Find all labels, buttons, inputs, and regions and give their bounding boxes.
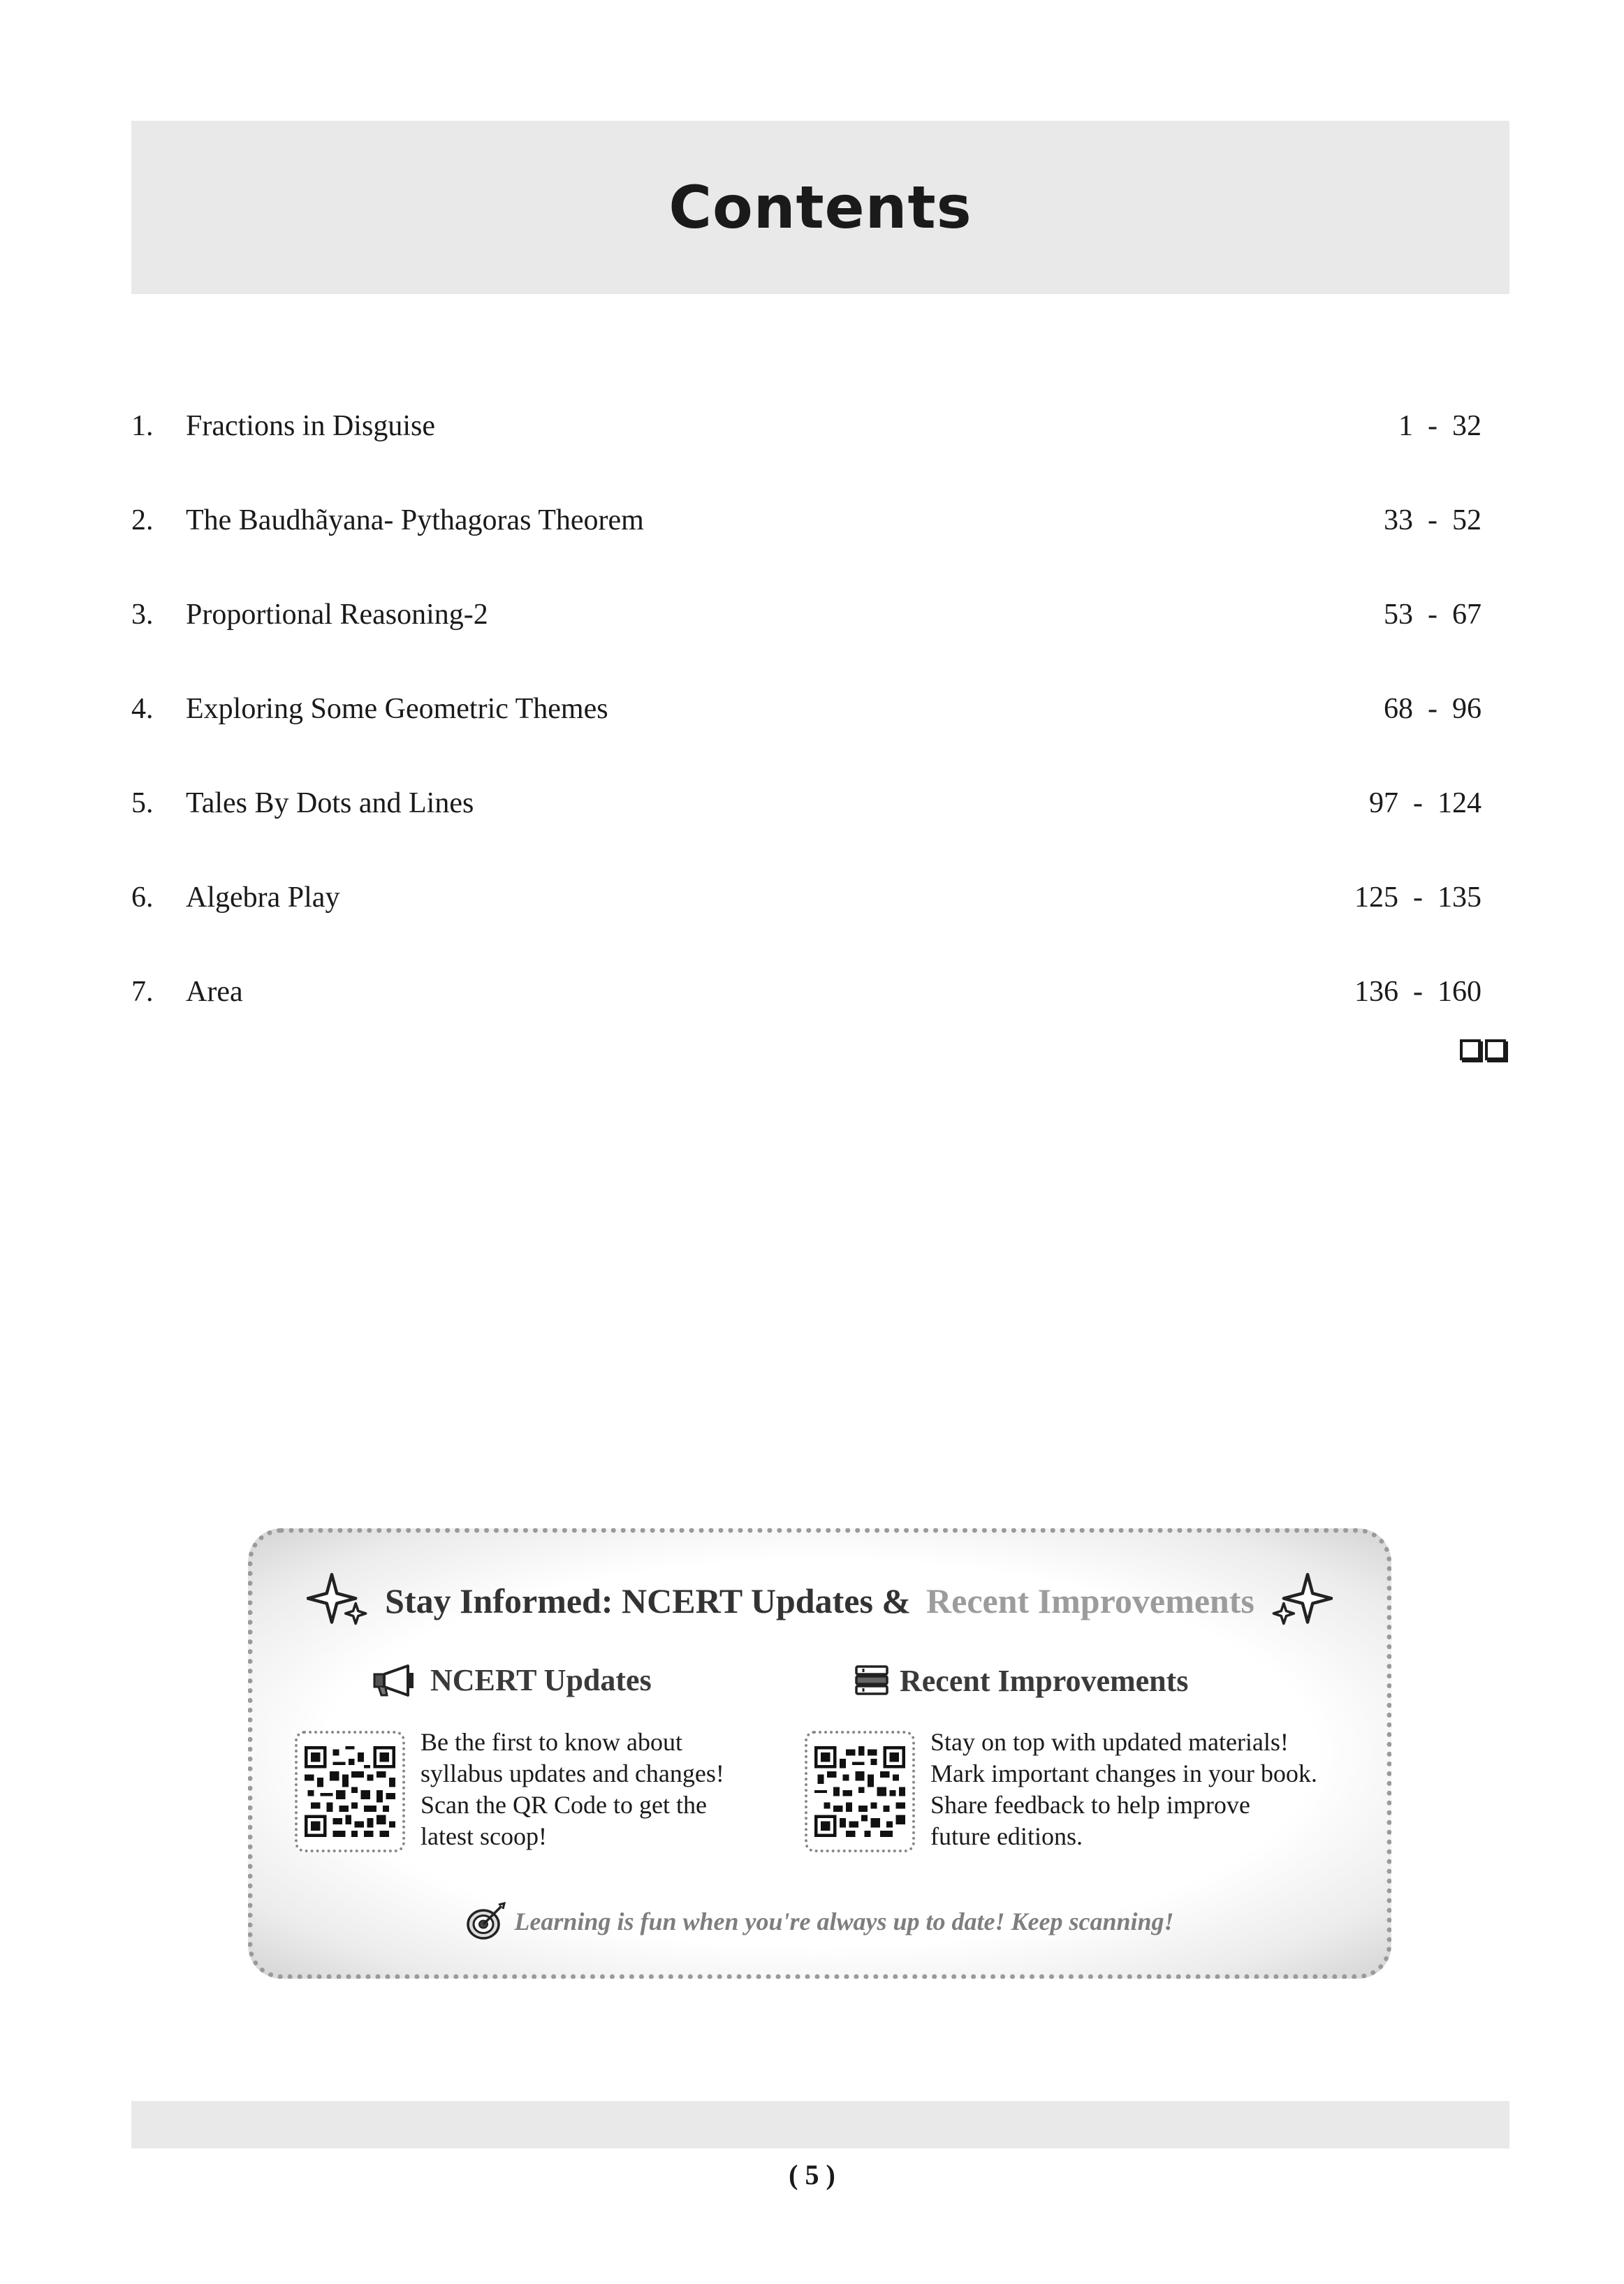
toc-number: 2. bbox=[131, 504, 154, 536]
ncert-updates-text bbox=[420, 1727, 812, 1852]
footer-note-text: Learning is fun when you're always up to date! Keep scanning! bbox=[514, 1908, 1174, 1935]
megaphone-icon bbox=[372, 1663, 420, 1698]
page-number: ( 5 ) bbox=[789, 2159, 835, 2190]
toc-row[interactable] bbox=[131, 957, 1509, 1051]
toc-pages: 97 - 124 bbox=[1369, 787, 1482, 819]
recent-improvements-label: Recent Improvements bbox=[900, 1663, 1189, 1698]
sparkle-icon bbox=[307, 1569, 370, 1632]
toc-number: 6. bbox=[131, 881, 154, 914]
text-line: Share feedback to help improve bbox=[930, 1791, 1250, 1819]
toc-row[interactable] bbox=[131, 768, 1509, 863]
toc-title: Area bbox=[186, 976, 243, 1008]
toc-title: Proportional Reasoning-2 bbox=[186, 599, 488, 631]
square-icon bbox=[1485, 1039, 1506, 1060]
qr-code[interactable] bbox=[805, 1731, 915, 1852]
ncert-updates-section bbox=[295, 1662, 826, 1872]
toc-row[interactable] bbox=[131, 391, 1509, 485]
toc-title: The Baudhãyana- Pythagoras Theorem bbox=[186, 504, 644, 536]
toc-title: Tales By Dots and Lines bbox=[186, 787, 474, 819]
ncert-updates-label: NCERT Updates bbox=[430, 1663, 652, 1697]
recent-improvements-section bbox=[805, 1662, 1336, 1872]
header-band bbox=[131, 121, 1509, 294]
toc-pages: 33 - 52 bbox=[1384, 504, 1482, 536]
toc-number: 3. bbox=[131, 599, 154, 631]
toc-row[interactable] bbox=[131, 485, 1509, 580]
text-line: Scan the QR Code to get the bbox=[420, 1791, 707, 1819]
toc-title: Algebra Play bbox=[186, 881, 340, 914]
text-line: syllabus updates and changes! bbox=[420, 1759, 724, 1787]
toc-pages: 53 - 67 bbox=[1384, 599, 1482, 631]
headline-light-text: Recent Improvements bbox=[926, 1581, 1254, 1620]
toc-row[interactable] bbox=[131, 863, 1509, 957]
toc-number: 4. bbox=[131, 693, 154, 725]
info-headline bbox=[253, 1569, 1387, 1632]
toc-row[interactable] bbox=[131, 674, 1509, 768]
toc-pages: 68 - 96 bbox=[1384, 693, 1482, 725]
target-icon bbox=[465, 1902, 507, 1941]
qr-code[interactable] bbox=[295, 1731, 405, 1852]
books-icon bbox=[854, 1662, 890, 1699]
table-of-contents bbox=[131, 391, 1509, 1051]
end-mark-icon bbox=[1460, 1039, 1510, 1060]
toc-title: Fractions in Disguise bbox=[186, 410, 435, 442]
recent-improvements-heading bbox=[854, 1662, 1188, 1699]
sparkle-icon bbox=[1270, 1569, 1333, 1632]
footer-band bbox=[131, 2101, 1509, 2148]
toc-pages: 125 - 135 bbox=[1354, 881, 1482, 914]
updates-info-box bbox=[248, 1528, 1391, 1979]
text-line: future editions. bbox=[930, 1822, 1083, 1850]
info-footer-note bbox=[253, 1902, 1387, 1941]
text-line: Stay on top with updated materials! bbox=[930, 1728, 1289, 1756]
text-line: Mark important changes in your book. bbox=[930, 1759, 1317, 1787]
text-line: Be the first to know about bbox=[420, 1728, 682, 1756]
text-line: latest scoop! bbox=[420, 1822, 547, 1850]
toc-number: 5. bbox=[131, 787, 154, 819]
headline-dark-text: Stay Informed: NCERT Updates & bbox=[385, 1581, 912, 1620]
ncert-updates-heading bbox=[372, 1662, 652, 1698]
toc-number: 1. bbox=[131, 410, 154, 442]
toc-row[interactable] bbox=[131, 580, 1509, 674]
page-title: Contents bbox=[668, 173, 972, 242]
toc-pages: 136 - 160 bbox=[1354, 976, 1482, 1008]
toc-title: Exploring Some Geometric Themes bbox=[186, 693, 608, 725]
toc-number: 7. bbox=[131, 976, 154, 1008]
recent-improvements-text bbox=[930, 1727, 1322, 1852]
qr-code-icon bbox=[305, 1746, 395, 1837]
toc-pages: 1 - 32 bbox=[1398, 410, 1482, 442]
square-icon bbox=[1460, 1039, 1481, 1060]
qr-code-icon bbox=[814, 1746, 905, 1837]
